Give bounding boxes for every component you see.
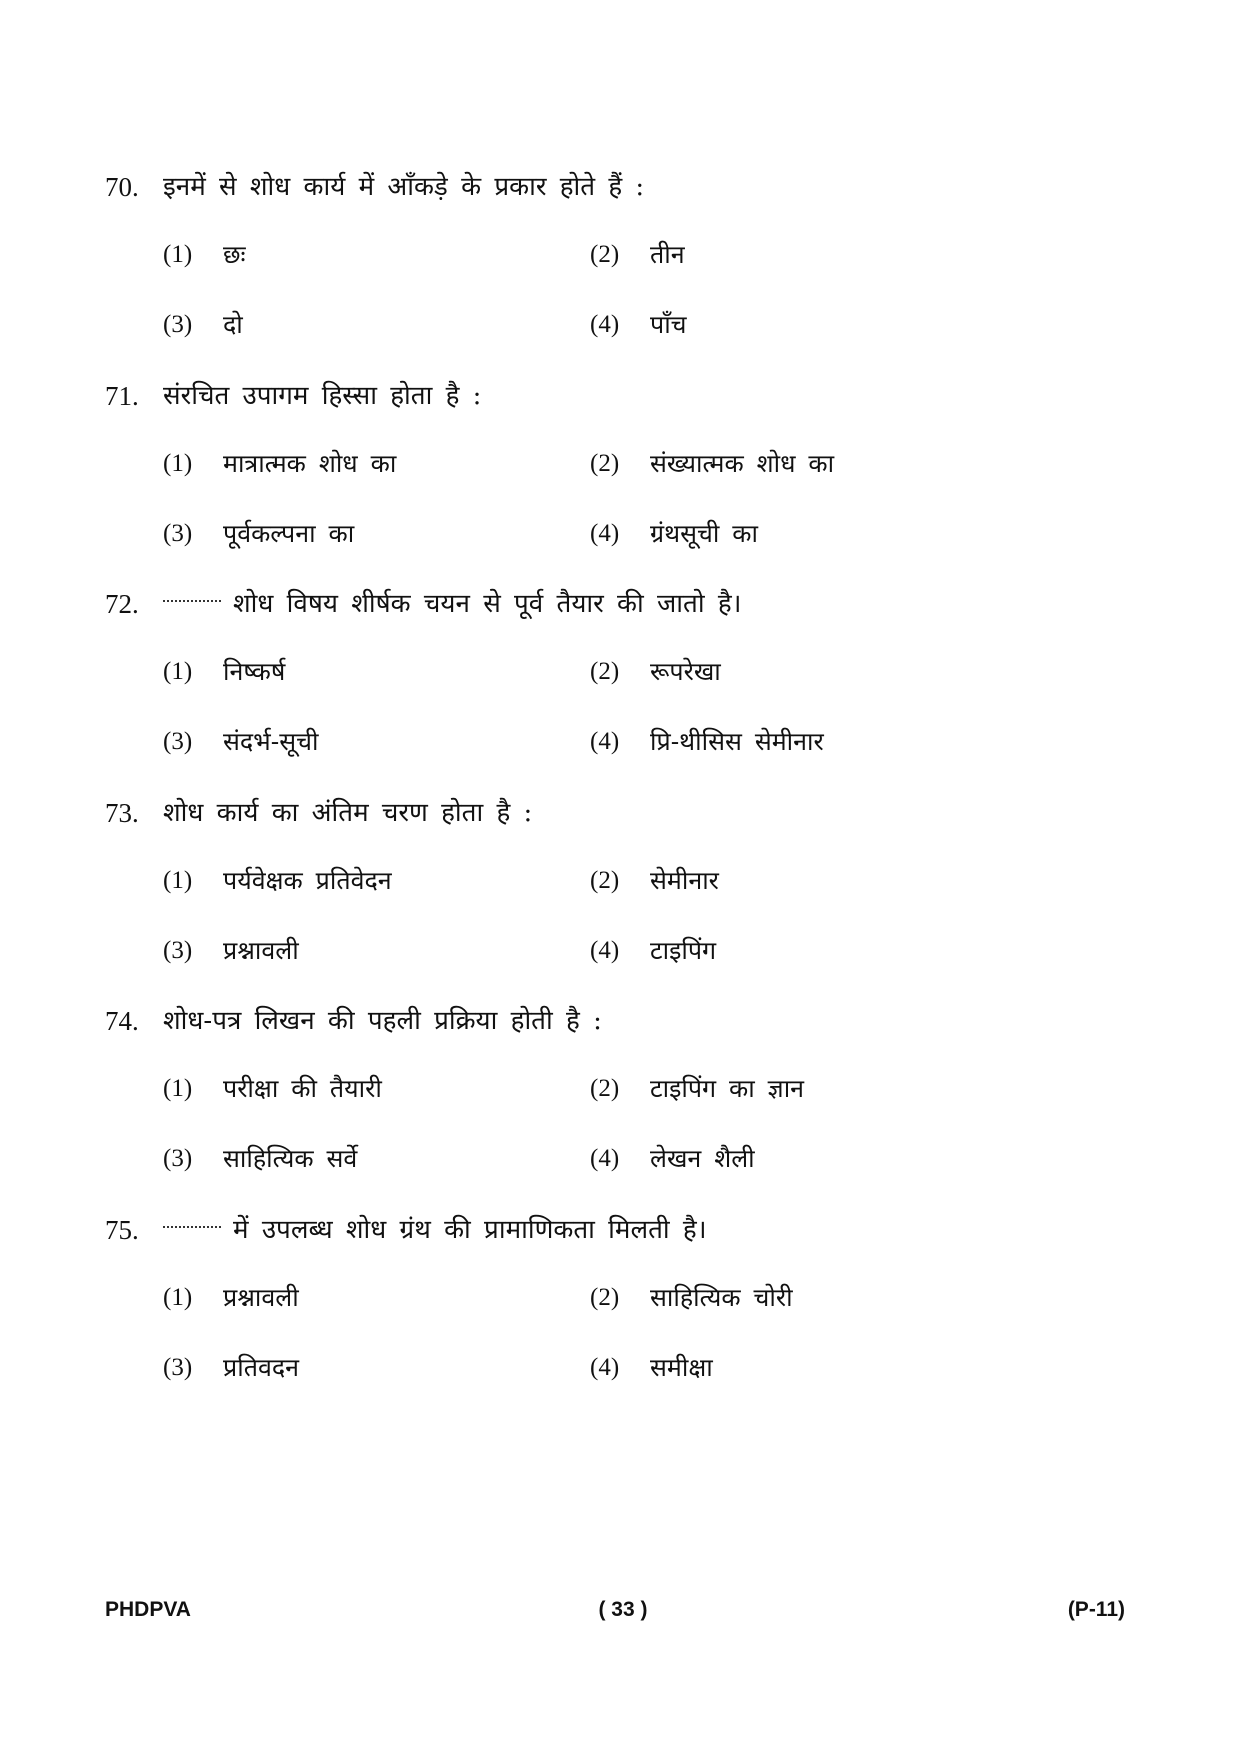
question-number: 74. [105,1006,139,1036]
option-number: (2) [590,241,620,268]
footer-page-number: ( 33 ) [598,1598,648,1621]
question-number: 71. [105,381,139,411]
option-text: लेखन शैली [650,1144,755,1173]
question-text: शोध कार्य का अंतिम चरण होता है : [163,798,533,828]
question-70 [105,169,1105,405]
question-number: 73. [105,798,139,828]
option-text: टाइपिंग [650,936,717,965]
question-74 [105,1003,1105,1239]
option-text: सेमीनार [650,866,719,895]
option-number: (2) [590,867,620,894]
footer-set-code: (P-11) [1067,1598,1125,1621]
option-text: पूर्वकल्पना का [223,519,355,548]
option-number: (3) [163,311,193,338]
option-number: (2) [590,1075,620,1102]
option-number: (4) [590,1145,620,1172]
option-number: (4) [590,728,620,755]
question-73 [105,795,1105,1031]
question-72 [105,586,1105,822]
option-text: प्रश्नावली [223,1283,299,1312]
option-number: (4) [590,1354,620,1381]
option-number: (1) [163,658,193,685]
option-number: (1) [163,241,193,268]
question-number: 75. [105,1215,139,1245]
option-text: प्रतिवदन [223,1353,300,1382]
question-text [163,1212,707,1248]
fill-in-blank [163,600,221,602]
option-number: (1) [163,1284,193,1311]
question-text [163,586,742,622]
question-number: 70. [105,172,139,202]
question-text: शोध-पत्र लिखन की पहली प्रक्रिया होती है : [163,1006,602,1036]
question-text: इनमें से शोध कार्य में आँकड़े के प्रकार होते हैं : [163,172,645,202]
question-text: संरचित उपागम हिस्सा होता है : [163,381,482,411]
option-number: (3) [163,1354,193,1381]
option-number: (2) [590,658,620,685]
option-number: (1) [163,867,193,894]
question-75 [105,1212,1105,1448]
option-number: (4) [590,311,620,338]
option-text: दो [223,310,243,339]
option-number: (3) [163,937,193,964]
option-number: (3) [163,1145,193,1172]
option-number: (1) [163,1075,193,1102]
option-text: तीन [650,240,685,269]
option-text: संदर्भ-सूची [223,727,319,756]
option-text: साहित्यिक चोरी [650,1283,793,1312]
option-text: समीक्षा [650,1353,713,1382]
option-number: (1) [163,450,193,477]
option-number: (2) [590,1284,620,1311]
option-text: टाइपिंग का ज्ञान [650,1074,805,1103]
option-number: (3) [163,520,193,547]
option-text: साहित्यिक सर्वे [223,1144,358,1173]
footer-paper-code: PHDPVA [105,1598,191,1621]
option-number: (4) [590,937,620,964]
option-text: परीक्षा की तैयारी [223,1074,382,1103]
question-number: 72. [105,589,139,619]
option-text: पाँच [650,310,687,339]
fill-in-blank [163,1226,221,1228]
option-text: प्रि-थीसिस सेमीनार [650,727,824,756]
option-text: छः [223,240,246,269]
option-text: पर्यवेक्षक प्रतिवेदन [223,866,392,895]
option-text: रूपरेखा [650,657,721,686]
option-number: (3) [163,728,193,755]
option-text: प्रश्नावली [223,936,299,965]
option-text: निष्कर्ष [223,657,286,686]
option-number: (2) [590,450,620,477]
question-text-content: शोध विषय शीर्षक चयन से पूर्व तैयार की जातो है। [233,589,742,619]
option-text: संख्यात्मक शोध का [650,449,835,478]
question-text-content: में उपलब्ध शोध ग्रंथ की प्रामाणिकता मिलती है। [233,1215,707,1245]
option-text: मात्रात्मक शोध का [223,449,397,478]
option-number: (4) [590,520,620,547]
question-71 [105,378,1105,614]
option-text: ग्रंथसूची का [650,519,758,548]
